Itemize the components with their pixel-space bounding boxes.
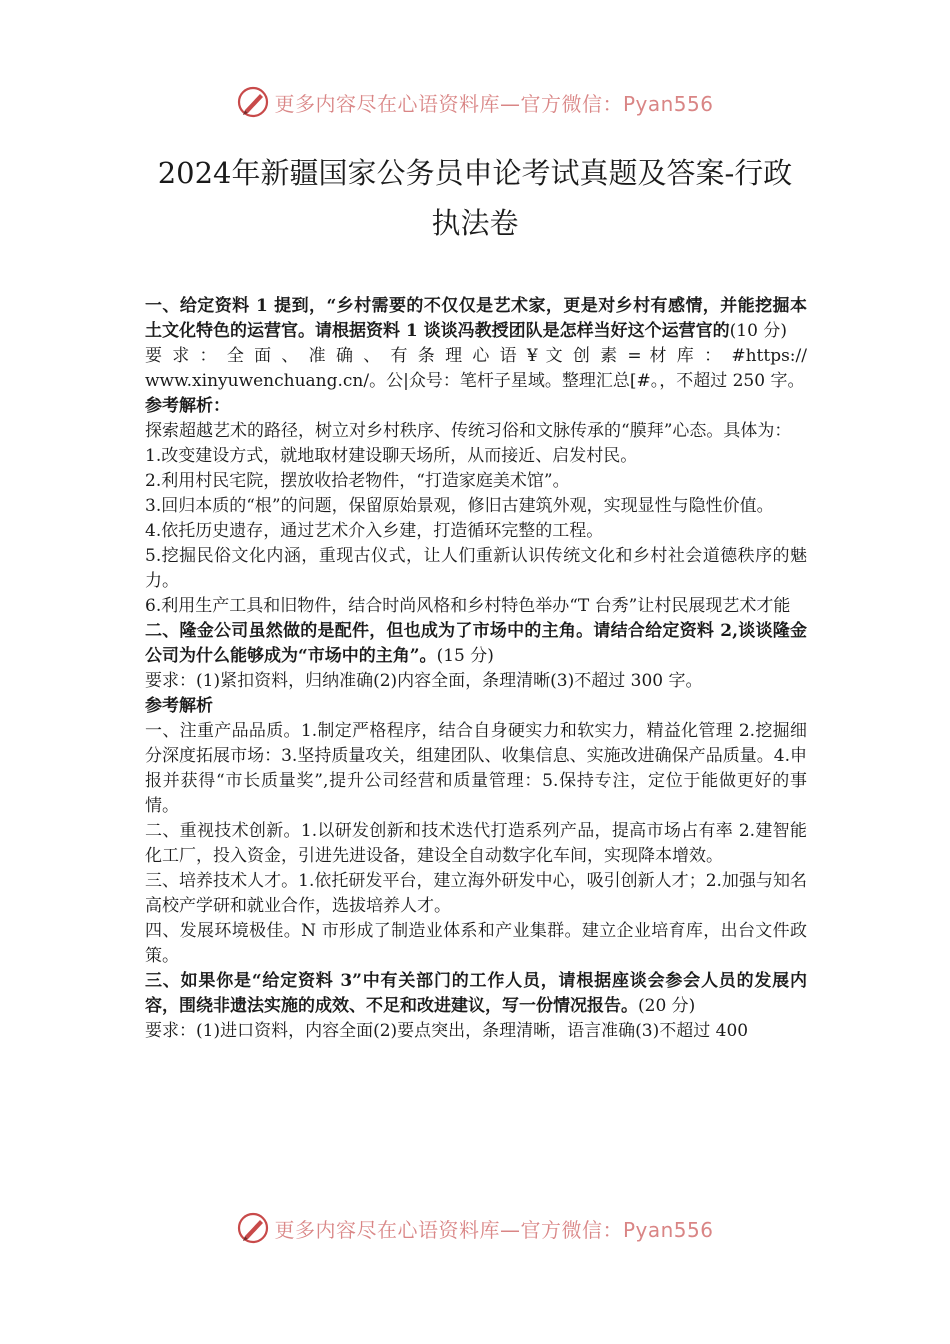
title-line-1: 2024年新疆国家公务员申论考试真题及答案-行政 — [157, 156, 793, 190]
answer-1-paragraph: 2.利用村民宅院，摆放收拾老物件，“打造家庭美术馆”。 — [145, 471, 570, 491]
title-line-2: 执法卷 — [431, 206, 519, 240]
question-2-requirement: 要求：(1)紧扣资料，归纳准确(2)内容全面，条理清晰(3)不超过 300 字。 — [145, 671, 703, 691]
pen-logo-icon — [236, 1211, 270, 1245]
question-1-requirement-line-1: 要 求 ： 全 面 、 准 确 、 有 条 理 心 语 ¥ 文 创 素 = 材 库 ： #https:// — [145, 346, 807, 366]
question-1 — [145, 294, 807, 344]
pen-logo-icon — [236, 85, 270, 119]
document-title — [145, 148, 805, 248]
question-2-text: 二、隆金公司虽然做的是配件，但也成为了市场中的主角。请结合给定资料 2,谈谈隆金公司为什么能够成为“市场中的主角”。 — [145, 621, 807, 666]
answer-1-paragraph: 4.依托历史遗存，通过艺术介入乡建，打造循环完整的工程。 — [145, 521, 604, 541]
question-1-score: (10 分) — [729, 321, 787, 341]
answer-2-paragraph: 三、培养技术人才。1.依托研发平台，建立海外研发中心，吸引创新人才；2.加强与知名高校产学研和就业合作，选拔培养人才。 — [145, 871, 807, 916]
question-3-text: 三、如果你是“给定资料 3”中有关部门的工作人员，请根据座谈会参会人员的发展内容，围绕非遗法实施的成效、不足和改进建议，写一份情况报告。 — [145, 971, 807, 1016]
answer-1-paragraph: 探索超越艺术的路径，树立对乡村秩序、传统习俗和文脉传承的“膜拜”心态。具体为： — [145, 421, 792, 441]
answer-1-paragraph: 3.回归本质的“根”的问题，保留原始景观，修旧古建筑外观，实现显性与隐性价值。 — [145, 496, 774, 516]
question-2-score: (15 分) — [436, 646, 494, 666]
question-3-requirement: 要求：(1)进口资料，内容全面(2)要点突出，条理清晰，语言准确(3)不超过 400 — [145, 1021, 749, 1041]
answer-2-paragraph: 四、发展环境极佳。N 市形成了制造业体系和产业集群。建立企业培育库，出台文件政策。 — [145, 921, 807, 966]
watermark-text: 更多内容尽在心语资料库—官方微信：Pyan556 — [274, 1217, 714, 1242]
answer-1-paragraph: 1.改变建设方式，就地取材建设聊天场所，从而接近、启发村民。 — [145, 446, 638, 466]
watermark-header — [0, 82, 950, 122]
watermark-text: 更多内容尽在心语资料库—官方微信：Pyan556 — [274, 91, 714, 116]
question-2 — [145, 619, 807, 669]
question-3-score: (20 分) — [638, 996, 696, 1016]
answer-2-heading: 参考解析 — [145, 696, 213, 716]
question-3 — [145, 969, 807, 1019]
answer-1-heading: 参考解析： — [145, 396, 230, 416]
watermark-footer — [0, 1208, 950, 1248]
answer-2-paragraph: 一、注重产品品质。1.制定严格程序，结合自身硬实力和软实力，精益化管理 2.挖掘细分深度拓展市场：3.坚持质量攻关，组建团队、收集信息、实施改进确保产品质量。4.申报并获得“市长质量奖”,提升公司经营和质量管理：5.保持专注，定位于能做更好的事情。 — [145, 721, 807, 816]
document-body — [145, 294, 807, 1044]
answer-1-paragraph: 6.利用生产工具和旧物件，结合时尚风格和乡村特色举办“T 台秀”让村民展现艺术才能 — [145, 596, 791, 616]
answer-2-paragraph: 二、重视技术创新。1.以研发创新和技术迭代打造系列产品，提高市场占有率 2.建智能化工厂，投入资金，引进先进设备，建设全自动数字化车间，实现降本增效。 — [145, 821, 807, 866]
question-1-requirement-line-2: www.xinyuwenchuang.cn/。公|众号：笔杆子星域。整理汇总[#。，不超过 250 字。 — [145, 371, 805, 391]
answer-1-paragraph: 5.挖掘民俗文化内涵，重现古仪式，让人们重新认识传统文化和乡村社会道德秩序的魅力。 — [145, 546, 807, 591]
question-1-text: 一、给定资料 1 提到，“乡村需要的不仅仅是艺术家，更是对乡村有感情，并能挖掘本土文化特色的运营官。请根据资料 1 谈谈冯教授团队是怎样当好这个运营官的 — [145, 296, 807, 341]
